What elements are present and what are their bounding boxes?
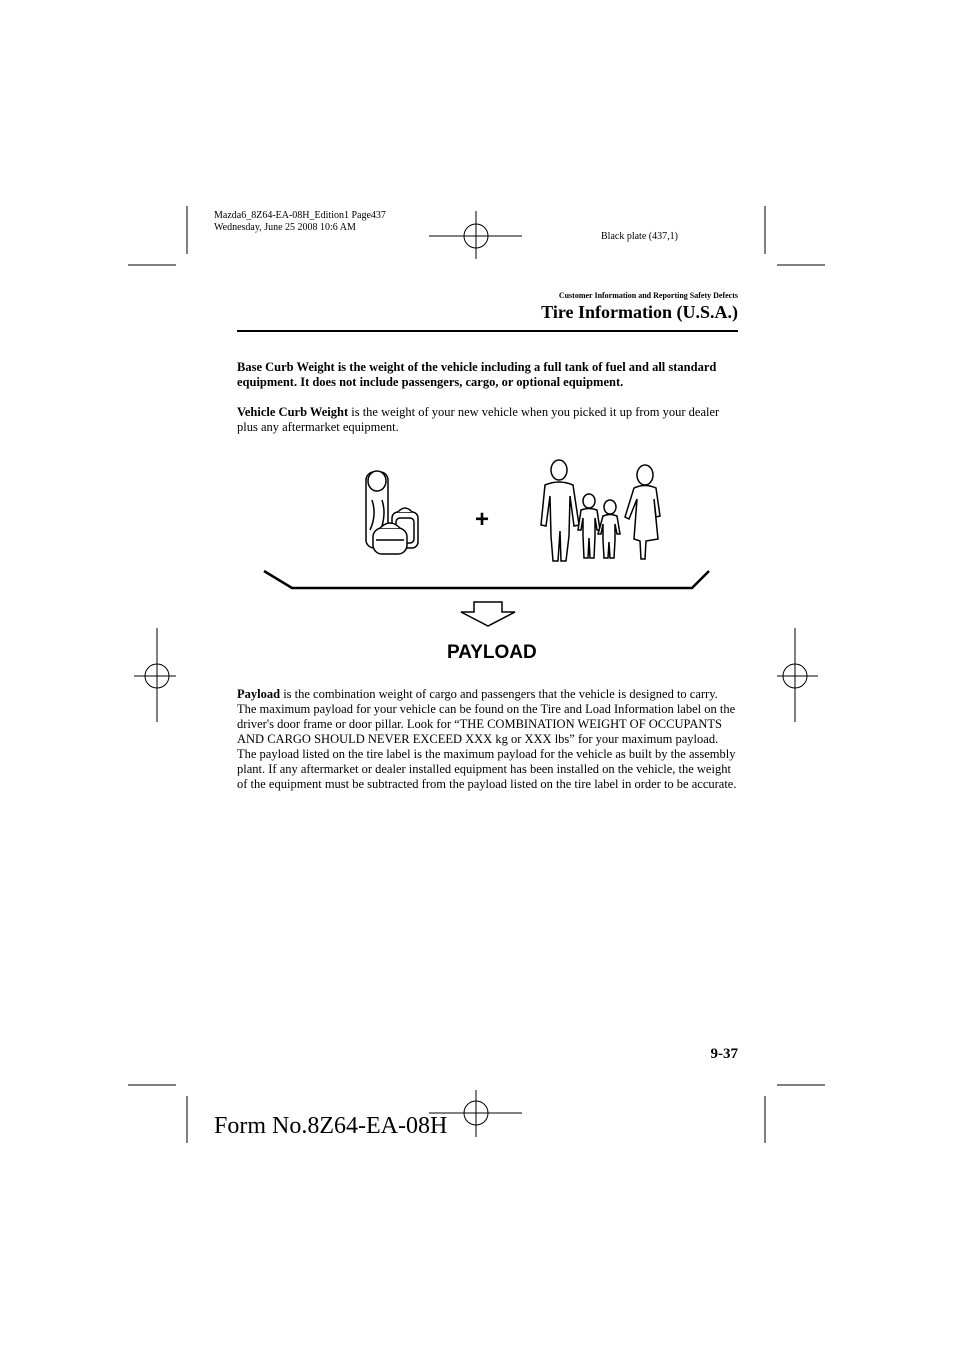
- form-number: Form No.8Z64-EA-08H: [214, 1113, 448, 1139]
- luggage-icon: [366, 471, 418, 554]
- payload-paragraph: [237, 687, 738, 792]
- payload-text: is the combination weight of cargo and passengers that the vehicle is designed to carry. The maximum payload for your vehicle can be found on the Tire and Load Information label on the driver's door frame or door pillar. Look for “THE COMBINATION WEIGHT OF OCCUPANTS AND CARGO SHOULD NEVER EXCEED XXX kg or XXX lbs” for your maximum payload. The payload listed on the tire label is the maximum payload for the vehicle as built by the assembly plant. If any aftermarket or dealer installed equipment has been installed on the vehicle, the weight of the equipment must be subtracted from the payload listed on the tire label in order to be accurate.: [237, 687, 737, 791]
- vehicle-curb-text: is the weight of your new vehicle when you picked it up from your dealer plus any aftermarket equipment.: [237, 405, 720, 434]
- bracket-line: [264, 571, 709, 588]
- payload-term: Payload: [237, 687, 281, 701]
- section-header: Customer Information and Reporting Safety Defects: [558, 291, 738, 300]
- payload-label: PAYLOAD: [447, 642, 537, 663]
- page-number: 9-37: [710, 1046, 738, 1062]
- print-meta-line1: Mazda6_8Z64-EA-08H_Edition1 Page437: [214, 210, 386, 221]
- family-silhouette-icon: [541, 460, 660, 561]
- plate-label: Black plate (437,1): [601, 231, 678, 242]
- plus-sign: +: [475, 506, 490, 533]
- print-meta-line2: Wednesday, June 25 2008 10:6 AM: [214, 222, 356, 233]
- base-curb-paragraph: Base Curb Weight is the weight of the vehicle including a full tank of fuel and all standard equipment. It does not include passengers, cargo, or optional equipment.: [237, 360, 717, 389]
- down-arrow-icon: [461, 602, 515, 626]
- vehicle-curb-term: Vehicle Curb Weight: [237, 405, 349, 419]
- page-title: Tire Information (U.S.A.): [541, 302, 738, 322]
